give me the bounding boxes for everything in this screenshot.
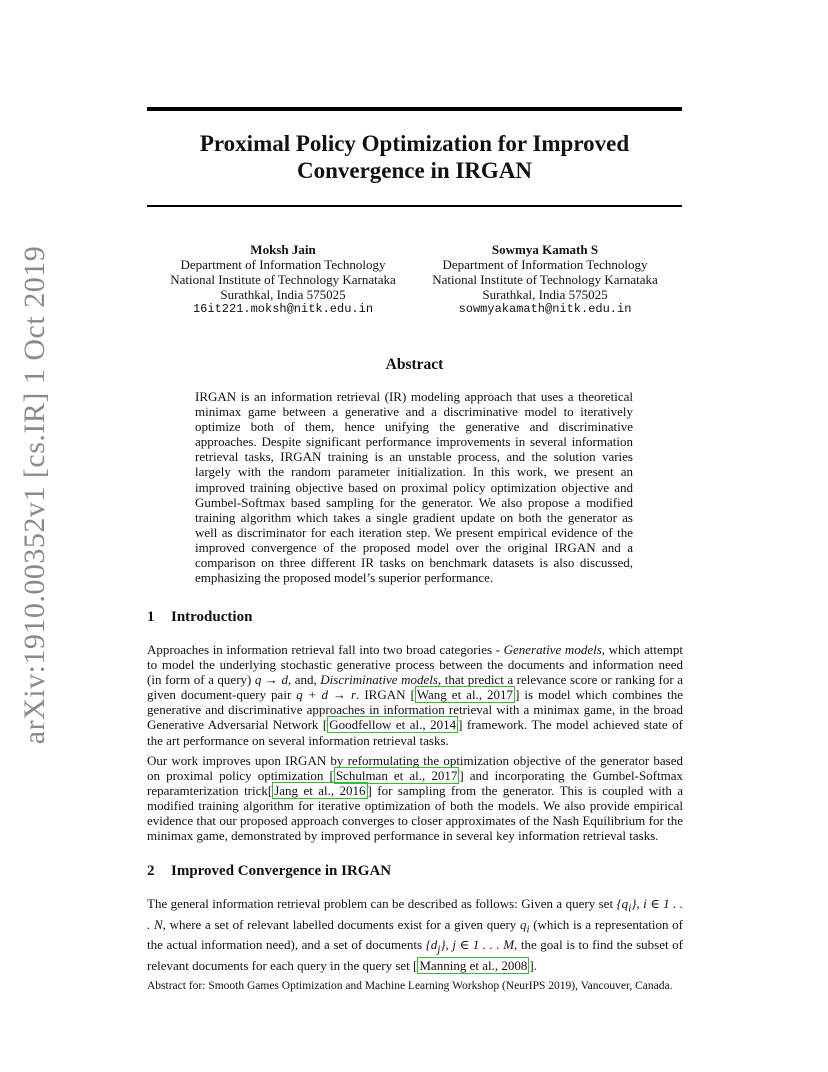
math-subscript: i (526, 923, 530, 936)
text-run: ] and incorporating the Gumbel-Softmax reparamterization trick[ (147, 768, 683, 799)
footnote: Abstract for: Smooth Games Optimization and Machine Learning Workshop (NeurIPS 2019), Vancouver, Canada. (147, 980, 673, 992)
citation-link[interactable]: Schulman et al., 2017 (335, 768, 458, 784)
citation-link[interactable]: Jang et al., 2016 (274, 783, 366, 799)
math-expression: q + d → r (296, 687, 357, 703)
text-run: , (636, 896, 644, 911)
text-run: Approaches in information retrieval fall into two broad categories - (147, 642, 504, 657)
arxiv-stamp-text: arXiv:1910.00352v1 [cs.IR] 1 Oct 2019 (18, 245, 51, 745)
text-run: (which is a representation of the actual information need), and a set of documents (147, 916, 683, 953)
text-run: The general information retrieval problem can be described as follows: Given a query set (147, 896, 617, 911)
section-title: Improved Convergence in IRGAN (171, 863, 392, 879)
section-2-paragraph-1 (147, 896, 683, 973)
paper-title (147, 130, 682, 184)
text-run: . IRGAN [ (356, 687, 415, 703)
text-run: , where a set of relevant labelled documents exist for a given query (162, 916, 520, 932)
section-number: 1 (147, 609, 155, 625)
math-subscript: i (628, 902, 632, 915)
author-location: Surathkal, India 575025 (482, 287, 608, 302)
author-1 (147, 242, 419, 317)
math-expression (425, 937, 446, 956)
author-department: Department of Information Technology (442, 257, 648, 272)
text-run: ]. (529, 958, 537, 974)
text-run: ] is model which combines the generative and discriminative approaches in information retrieval with a minimax game, in the broad Generative Adversarial Network [ (147, 687, 683, 733)
section-title: Introduction (171, 609, 253, 625)
text-run: , the goal is to find the subset of relevant documents for each query in the query set [ (147, 937, 683, 974)
math-expression: q → d (254, 672, 288, 688)
citation-link[interactable]: Wang et al., 2017 (416, 687, 514, 703)
emphasis-generative-models: Generative models (503, 642, 602, 657)
citation-link[interactable]: Goodfellow et al., 2014 (329, 717, 457, 733)
math-part: {q (616, 896, 629, 911)
text-run: , (445, 937, 453, 953)
math-part: } (631, 896, 637, 911)
abstract-text: IRGAN is an information retrieval (IR) modeling approach that uses a theoretical minimax game between a generative and a discriminative model to iteratively optimize both of them, hence unifying the generative and discriminative approaches. Despite significant performance improvements in several information retrieval tasks, IRGAN training is an unstable process, and the solution varies largely with the random parameter initialization. In this work, we present an improved training objective based on proximal policy optimization objective and Gumbel-Softmax based sampling for the generator. We also propose a modified training algorithm which takes a single gradient update on both the generator as well as discriminator for each iteration step. We present empirical evidence of the improved convergence of the proposed model over the original IRGAN and a comparison on three different IR tasks on benchmark datasets is also discussed, emphasizing the proposed model’s superior performance. (195, 389, 633, 586)
title-line-2: Convergence in IRGAN (296, 158, 533, 183)
text-run: ] framework. The model achieved state of the art performance on several information retrieval tasks. (147, 717, 683, 748)
section-1-heading (147, 609, 682, 626)
text-run: , and, (287, 672, 321, 688)
text-run: , that predict a relevance score or ranking for a given document-query pair (147, 672, 683, 703)
abstract-heading: Abstract (385, 356, 444, 373)
author-institution: National Institute of Technology Karnataka (170, 272, 396, 287)
intro-paragraph-1 (147, 642, 683, 748)
title-top-rule (147, 107, 682, 111)
author-email: sowmyakamath@nitk.edu.in (458, 302, 632, 316)
author-institution: National Institute of Technology Karnataka (432, 272, 658, 287)
author-block (147, 242, 682, 322)
author-location: Surathkal, India 575025 (220, 287, 346, 302)
math-subscript: j (437, 943, 441, 956)
math-expression: i ∈ 1 . . . N (147, 896, 683, 932)
math-expression: j ∈ 1 . . . M (452, 937, 515, 953)
math-part: q (520, 916, 527, 932)
math-expression (520, 916, 530, 936)
math-part: } (440, 937, 446, 953)
emphasis-discriminative-models: Discriminative models (320, 672, 438, 688)
title-line-1: Proximal Policy Optimization for Improved (199, 131, 630, 156)
text-run: ] for sampling from the generator. This is coupled with a modified training algorithm for iterative optimization of both the models. We also provide empirical evidence that our proposed approach converges to closer approximates of the Nash Equilibrium for the minimax game, demonstrated by improved performance in several key information retrieval tasks. (147, 783, 683, 844)
title-bottom-rule (147, 205, 682, 207)
author-email: 16it221.moksh@nitk.edu.in (192, 302, 374, 316)
author-2 (409, 242, 681, 317)
intro-paragraph-2 (147, 753, 683, 844)
math-expression (616, 896, 637, 915)
arxiv-stamp (12, 245, 58, 745)
section-2-heading (147, 863, 682, 880)
section-number: 2 (147, 863, 155, 879)
author-name: Sowmya Kamath S (491, 242, 599, 257)
math-part: {d (425, 937, 438, 953)
text-run: Our work improves upon IRGAN by reformulating the optimization objective of the generator based on proximal policy optimization [ (147, 753, 683, 784)
text-run: , which attempt to model the underlying stochastic generative process between the documents and information need (in form of a query) (147, 642, 683, 688)
citation-link[interactable]: Manning et al., 2008 (419, 958, 528, 974)
author-name: Moksh Jain (250, 242, 316, 257)
author-department: Department of Information Technology (180, 257, 386, 272)
